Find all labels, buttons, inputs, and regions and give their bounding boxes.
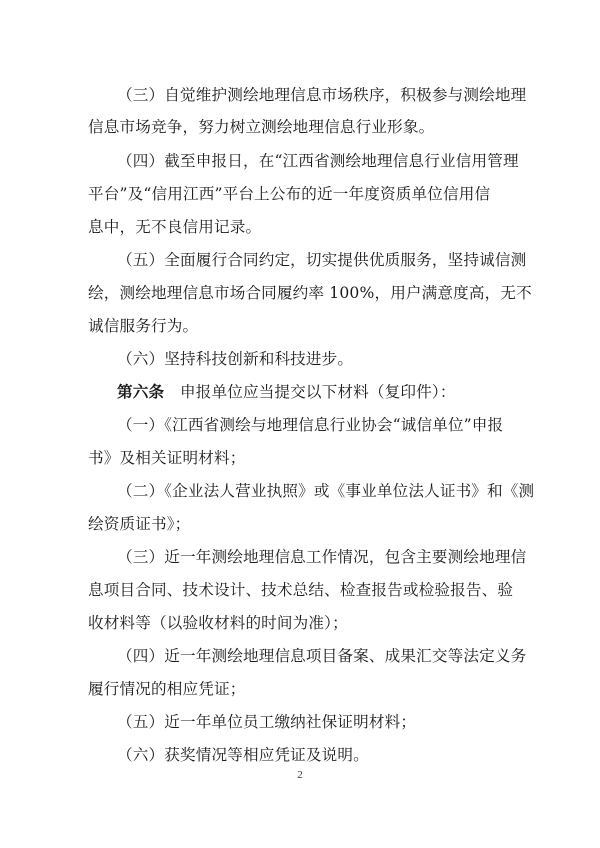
text-line-20: （五）近一年单位员工缴纳社保证明材料； — [117, 713, 417, 731]
text-line-3: （四）截至申报日，在“江西省测绘地理信息行业信用管理 — [117, 152, 519, 170]
text-line-19: 履行情况的相应凭证； — [88, 680, 246, 698]
text-line-14: 绘资质证书》； — [88, 515, 191, 533]
text-line-15: （三）近一年测绘地理信息工作情况，包含主要测绘地理信 — [117, 548, 527, 566]
text-line-8: 诚信服务行为。 — [88, 317, 199, 335]
text-line-16: 息项目合同、技术设计、技术总结、检查报告或检验报告、验 — [88, 581, 514, 599]
text-line-18: （四）近一年测绘地理信息项目备案、成果汇交等法定义务 — [117, 647, 527, 665]
text-line-2: 信息市场竞争，努力树立测绘地理信息行业形象。 — [88, 118, 435, 136]
text-line-13: （二）《企业法人营业执照》或《事业单位法人证书》和《测 — [117, 482, 535, 500]
text-line-17: 收材料等（以验收材料的时间为准）； — [88, 614, 348, 632]
article-text: 申报单位应当提交以下材料（复印件）： — [179, 383, 456, 401]
text-line-11: （一）《江西省测绘与地理信息行业协会“诚信单位”申报 — [117, 416, 504, 434]
text-line-12: 书》及相关证明材料； — [88, 449, 246, 467]
text-line-5: 息中，无不良信用记录。 — [88, 218, 262, 236]
text-line-21: （六）获奖情况等相应凭证及说明。 — [117, 746, 369, 764]
text-line-6: （五）全面履行合同约定，切实提供优质服务，坚持诚信测 — [117, 251, 527, 269]
page-number: 2 — [297, 769, 303, 781]
text-line-4: 平台”及“信用江西”平台上公布的近一年度资质单位信用信 — [88, 185, 491, 203]
article-six-line — [117, 382, 456, 402]
article-heading: 第六条 — [117, 382, 165, 401]
text-line-1: （三）自觉维护测绘地理信息市场秩序，积极参与测绘地理 — [117, 86, 527, 104]
text-line-9: （六）坚持科技创新和科技进步。 — [117, 350, 354, 368]
text-line-7: 绘，测绘地理信息市场合同履约率 100%，用户满意度高，无不 — [88, 284, 532, 302]
